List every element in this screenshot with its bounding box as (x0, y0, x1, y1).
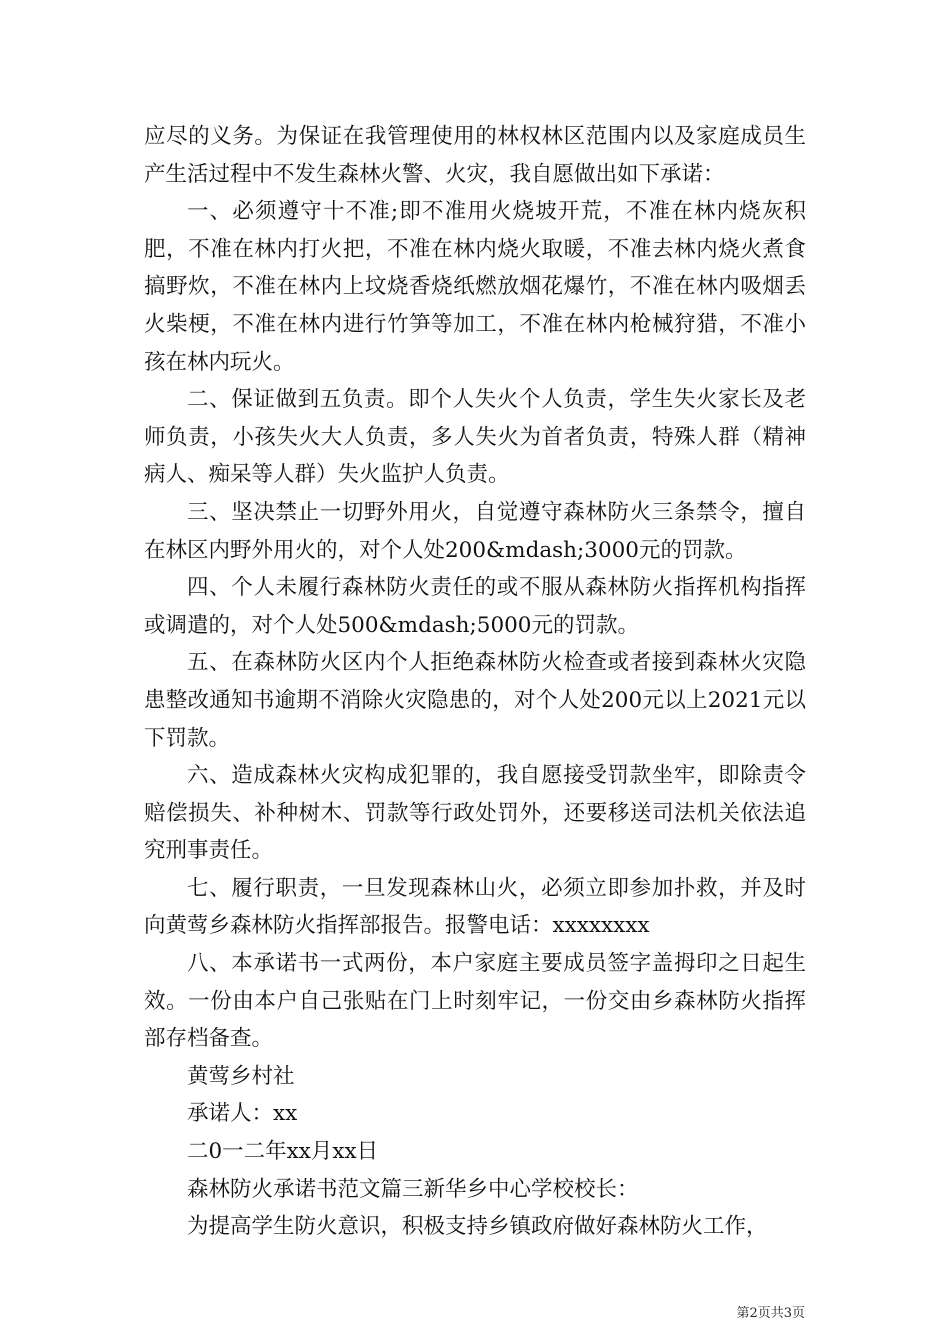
paragraph-item-2: 二、保证做到五负责。即个人失火个人负责，学生失火家长及老师负责，小孩失火大人负责，多人失火为首者负责，特殊人群（精神病人、痴呆等人群）失火监护人负责。 (144, 387, 806, 488)
paragraph-item-3: 三、坚决禁止一切野外用火，自觉遵守森林防火三条禁令，擅自在林区内野外用火的，对个人处200&mdash;3000元的罚款。 (144, 499, 806, 563)
signature-promiser: 承诺人：xx (187, 1101, 298, 1127)
paragraph-item-4: 四、个人未履行森林防火责任的或不服从森林防火指挥机构指挥或调遣的，对个人处500&mdash;5000元的罚款。 (144, 575, 806, 638)
page-number-footer: 第2页共3页 (736, 1306, 805, 1321)
paragraph-item-1: 一、必须遵守十不准;即不准用火烧坡开荒，不准在林内烧灰积肥，不准在林内打火把，不准在林内烧火取暖，不准去林内烧火煮食搞野炊，不准在林内上坟烧香烧纸燃放烟花爆竹，不准在林内吸烟丢火柴梗，不准在林内进行竹笋等加工，不准在林内枪械狩猎，不准小孩在林内玩火。 (144, 199, 806, 375)
next-section-first-line: 为提高学生防火意识，积极支持乡镇政府做好森林防火工作， (187, 1214, 768, 1240)
paragraph-item-7: 七、履行职责，一旦发现森林山火，必须立即参加扑救，并及时向黄莺乡森林防火指挥部报告。报警电话：xxxxxxxx (144, 875, 806, 939)
next-section-title: 森林防火承诺书范文篇三新华乡中心学校校长： (187, 1176, 639, 1202)
paragraph-item-5: 五、在森林防火区内个人拒绝森林防火检查或者接到森林火灾隐患整改通知书逾期不消除火灾隐患的，对个人处200元以上2021元以下罚款。 (144, 650, 806, 751)
paragraph-item-6: 六、造成森林火灾构成犯罪的，我自愿接受罚款坐牢，即除责令赔偿损失、补种树木、罚款等行政处罚外，还要移送司法机关依法追究刑事责任。 (144, 763, 806, 864)
signature-village: 黄莺乡村社 (187, 1063, 295, 1089)
signature-date: 二0一二年xx月xx日 (187, 1139, 379, 1165)
paragraph-item-8: 八、本承诺书一式两份，本户家庭主要成员签字盖拇印之日起生效。一份由本户自己张贴在门上时刻牢记，一份交由乡森林防火指挥部存档备查。 (144, 951, 806, 1052)
paragraph-intro: 应尽的义务。为保证在我管理使用的林权林区范围内以及家庭成员生产生活过程中不发生森林火警、火灾，我自愿做出如下承诺： (144, 124, 806, 187)
document-body (144, 118, 806, 1246)
